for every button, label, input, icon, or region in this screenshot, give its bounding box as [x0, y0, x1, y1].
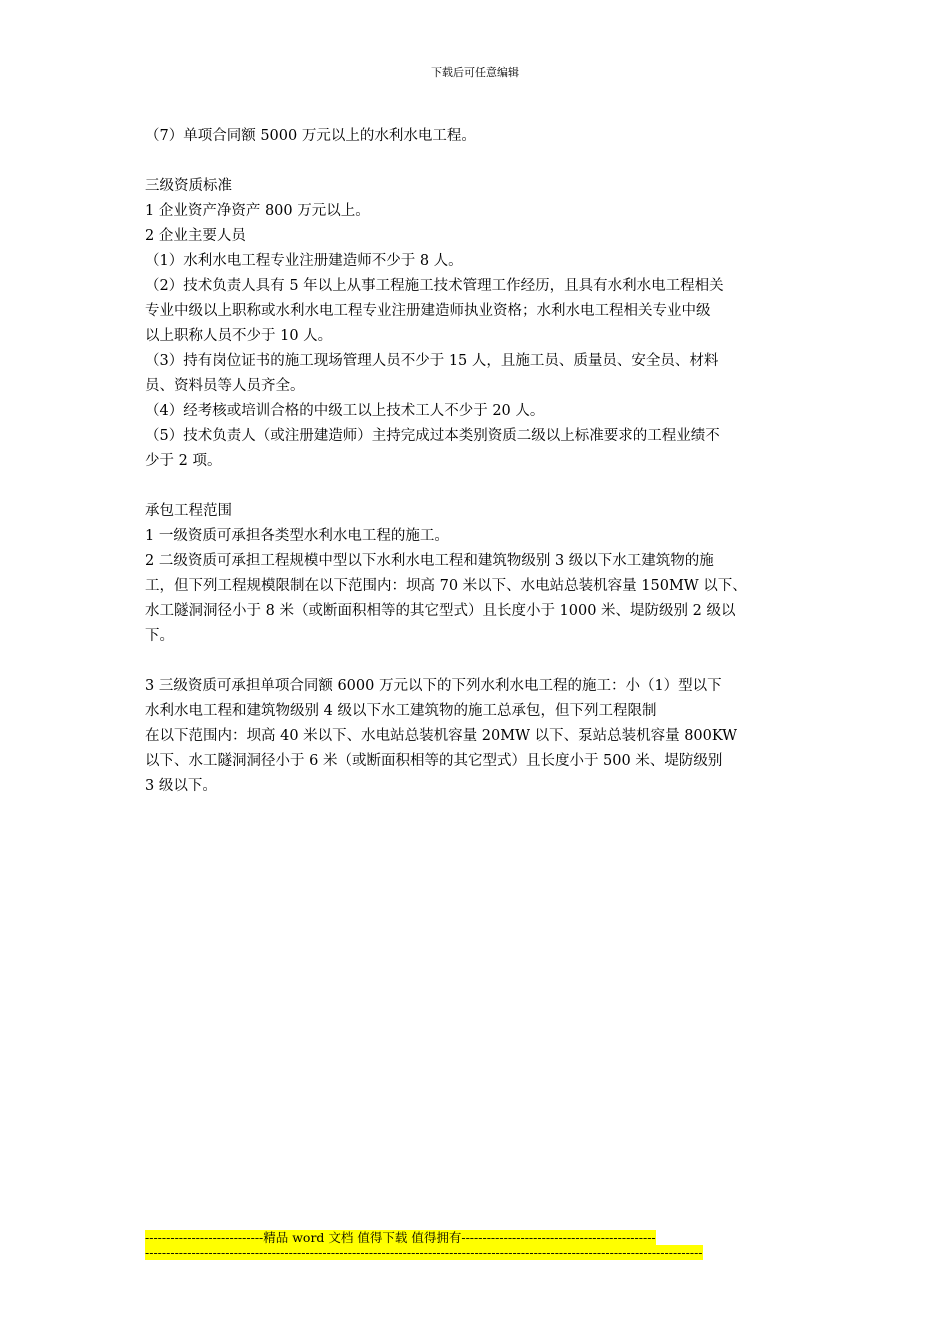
paragraph-line: 员、资料员等人员齐全。 — [145, 378, 305, 394]
paragraph-line: （5）技术负责人（或注册建造师）主持完成过本类别资质二级以上标准要求的工程业绩不 — [145, 428, 720, 444]
paragraph-line: 2 二级资质可承担工程规模中型以下水利水电工程和建筑物级别 3 级以下水工建筑物的施 — [145, 553, 714, 569]
footer-banner-text: ----------------------------精品 word 文档 值得下载 值得拥有---------------------------------------------- — [145, 1230, 656, 1245]
section-heading-grade3: 三级资质标准 — [145, 178, 232, 194]
paragraph-line: 专业中级以上职称或水利水电工程专业注册建造师执业资格；水利水电工程相关专业中级 — [145, 303, 711, 319]
paragraph-line: 在以下范围内：坝高 40 米以下、水电站总装机容量 20MW 以下、泵站总装机容量 800KW — [145, 728, 738, 744]
paragraph-line: （1）水利水电工程专业注册建造师不少于 8 人。 — [145, 253, 463, 269]
blank-line — [145, 474, 815, 499]
paragraph-line: （3）持有岗位证书的施工现场管理人员不少于 15 人，且施工员、质量员、安全员、材料 — [145, 353, 719, 369]
document-body — [145, 124, 815, 799]
paragraph-line: 水利水电工程和建筑物级别 4 级以下水工建筑物的施工总承包，但下列工程限制 — [145, 703, 657, 719]
paragraph-line: 少于 2 项。 — [145, 453, 222, 469]
page-footer — [145, 1230, 743, 1260]
paragraph-line: （4）经考核或培训合格的中级工以上技术工人不少于 20 人。 — [145, 403, 545, 419]
paragraph-line: 2 企业主要人员 — [145, 228, 246, 244]
blank-line — [145, 649, 815, 674]
footer-dash-text: ------------------------------------------------------------------------------------------------------------------------------------ — [145, 1245, 703, 1260]
paragraph-line: 3 级以下。 — [145, 778, 217, 794]
paragraph-line: 1 一级资质可承担各类型水利水电工程的施工。 — [145, 528, 449, 544]
paragraph-line: 3 三级资质可承担单项合同额 6000 万元以下的下列水利水电工程的施工：小（1）型以下 — [145, 678, 722, 694]
paragraph-line: 以上职称人员不少于 10 人。 — [145, 328, 333, 344]
paragraph-line: 1 企业资产净资产 800 万元以上。 — [145, 203, 370, 219]
paragraph-line: 下。 — [145, 628, 174, 644]
footer-dash-line — [145, 1245, 743, 1260]
blank-line — [145, 149, 815, 174]
paragraph-line: 水工隧洞洞径小于 8 米（或断面积相等的其它型式）且长度小于 1000 米、堤防级别 2 级以 — [145, 603, 736, 619]
page-header: 下载后可任意编辑 — [431, 66, 519, 79]
paragraph-line: 以下、水工隧洞洞径小于 6 米（或断面积相等的其它型式）且长度小于 500 米、堤防级别 — [145, 753, 723, 769]
paragraph-line: （2）技术负责人具有 5 年以上从事工程施工技术管理工作经历，且具有水利水电工程相关 — [145, 278, 724, 294]
paragraph-line: （7）单项合同额 5000 万元以上的水利水电工程。 — [145, 128, 476, 144]
section-heading-scope: 承包工程范围 — [145, 503, 232, 519]
footer-banner-line — [145, 1230, 713, 1245]
paragraph-line: 工，但下列工程规模限制在以下范围内：坝高 70 米以下、水电站总装机容量 150MW 以下、 — [145, 578, 747, 594]
